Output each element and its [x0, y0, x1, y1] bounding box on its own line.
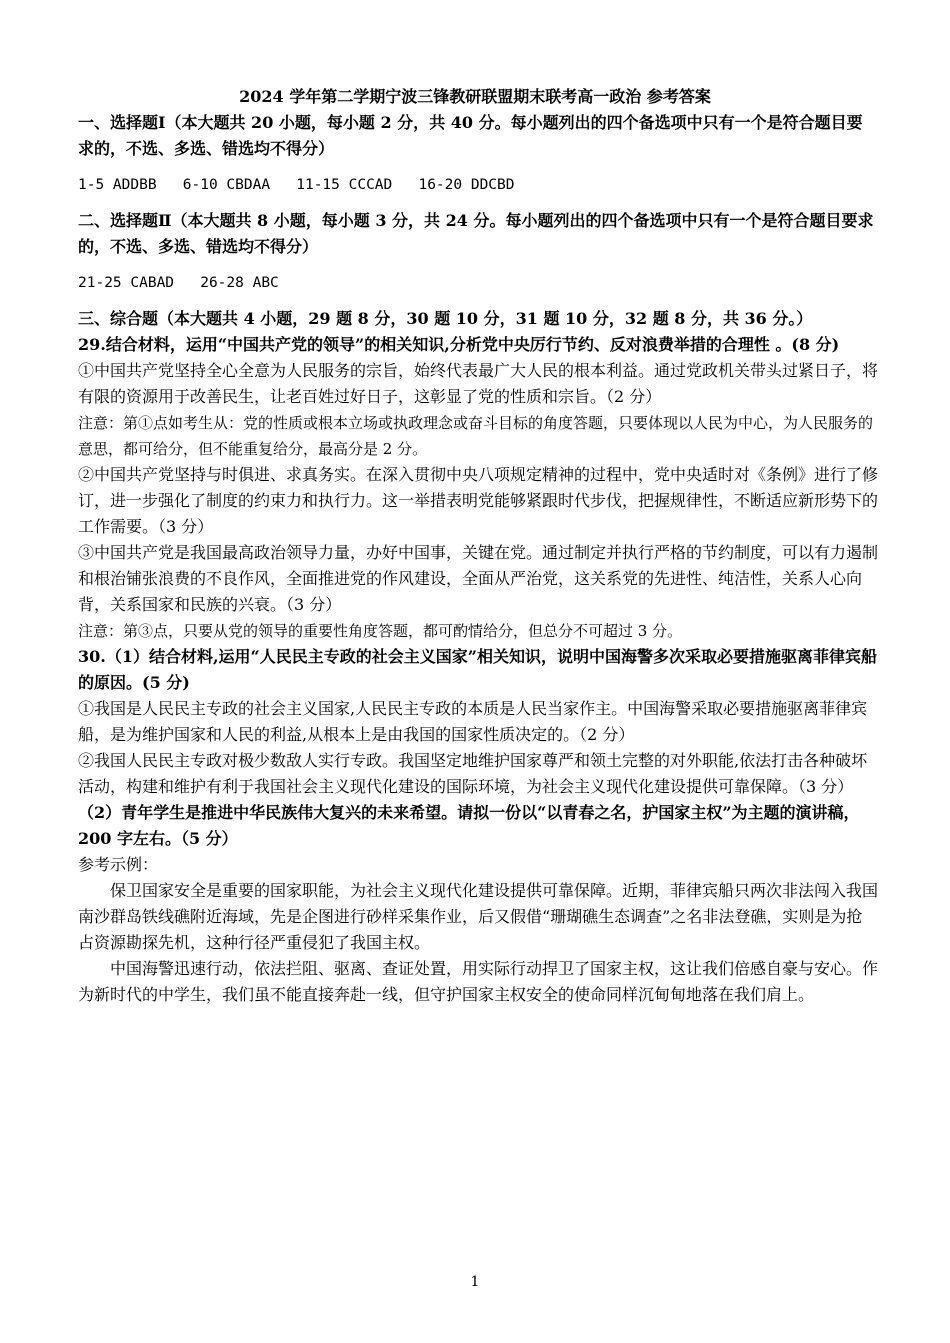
section3-heading: 三、综合题（本大题共 4 小题，29 题 8 分，30 题 10 分，31 题 10 分，32 题 8 分，共 36 分。）: [78, 309, 813, 328]
sample-paragraph-1: 保卫国家安全是重要的国家职能，为社会主义现代化建设提供可靠保障。近期，菲律宾船只两次非法闯入我国南沙群岛铁线礁附近海域，先是企图进行砂样采集作业，后又假借“珊瑚礁生态调查”之名非法登礁，实则是为抢占资源勘探先机，这种行径严重侵犯了我国主权。: [78, 881, 879, 952]
q29-note-1: 注意：第①点如考生从：党的性质或根本立场或执政理念或奋斗目标的角度答题，只要体现以人民为中心，为人民服务的意思，都可给分，但不能重复给分，最高分是 2 分。: [78, 414, 874, 458]
q30-point-2: ②我国人民民主专政对极少数敌人实行专政。我国坚定地维护国家尊严和领土完整的对外职能,依法打击各种破坏活动，构建和维护有利于我国社会主义现代化建设的国际环境，为社会主义现代化建设提供可靠保障。（3 分）: [78, 751, 868, 796]
q29-point-3: ③中国共产党是我国最高政治领导力量，办好中国事，关键在党。通过制定并执行严格的节约制度，可以有力遏制和根治铺张浪费的不良作风，全面推进党的作风建设，全面从严治党，这关系党的先进性、纯洁性，关系人心向背，关系国家和民族的兴衰。（3 分）: [78, 543, 879, 614]
q29-question: 29.结合材料，运用“中国共产党的领导”的相关知识,分析党中央厉行节约、反对浪费举措的合理性 。(8 分): [78, 335, 840, 354]
q30-point-1: ①我国是人民民主专政的社会主义国家,人民民主专政的本质是人民当家作主。中国海警采取必要措施驱离菲律宾船，是为维护国家和人民的利益,从根本上是由我国的国家性质决定的。（2 分）: [78, 699, 868, 744]
q30-question-1: 30.（1）结合材料,运用“人民民主专政的社会主义国家”相关知识，说明中国海警多次采取必要措施驱离菲律宾船的原因。(5 分): [78, 647, 877, 692]
section2-heading: 二、选择题Ⅱ（本大题共 8 小题，每小题 3 分，共 24 分。每小题列出的四个备选项中只有一个是符合题目要求的，不选、多选、错选均不得分）: [78, 211, 874, 256]
section1-heading: 一、选择题Ⅰ（本大题共 20 小题，每小题 2 分，共 40 分。每小题列出的四个备选项中只有一个是符合题目要求的，不选、多选、错选均不得分）: [78, 113, 863, 158]
section2-answers: 21-25 CABAD 26-28 ABC: [78, 275, 279, 291]
page-content: [78, 110, 878, 1008]
sample-paragraph-2: 中国海警迅速行动，依法拦阻、驱离、查证处置，用实际行动捍卫了国家主权，这让我们倍感自豪与安心。作为新时代的中学生，我们虽不能直接奔赴一线，但守护国家主权安全的使命同样沉甸甸地落在我们肩上。: [78, 959, 879, 1004]
q29-point-2: ②中国共产党坚持与时俱进、求真务实。在深入贯彻中央八项规定精神的过程中，党中央适时对《条例》进行了修订，进一步强化了制度的约束力和执行力。这一举措表明党能够紧跟时代步伐，把握规律性，不断适应新形势下的工作需要。（3 分）: [78, 465, 879, 536]
q29-point-1: ①中国共产党坚持全心全意为人民服务的宗旨，始终代表最广大人民的根本利益。通过党政机关带头过紧日子，将有限的资源用于改善民生，让老百姓过好日子，这彰显了党的性质和宗旨。（2 分）: [78, 361, 879, 406]
page-title: 2024 学年第二学期宁波三锋教研联盟期末联考高一政治 参考答案: [239, 87, 711, 106]
q29-note-3: 注意：第③点，只要从党的领导的重要性角度答题，都可酌情给分，但总分不可超过 3 分。: [78, 622, 683, 640]
q30-question-2: （2）青年学生是推进中华民族伟大复兴的未来希望。请拟一份以“以青春之名，护国家主权”为主题的演讲稿，200 字左右。（5 分）: [78, 803, 860, 848]
section1-answers: 1-5 ADDBB 6-10 CBDAA 11-15 CCCAD 16-20 DDCBD: [78, 177, 515, 193]
page-number: 1: [470, 1274, 480, 1290]
sample-label: 参考示例：: [78, 855, 159, 874]
